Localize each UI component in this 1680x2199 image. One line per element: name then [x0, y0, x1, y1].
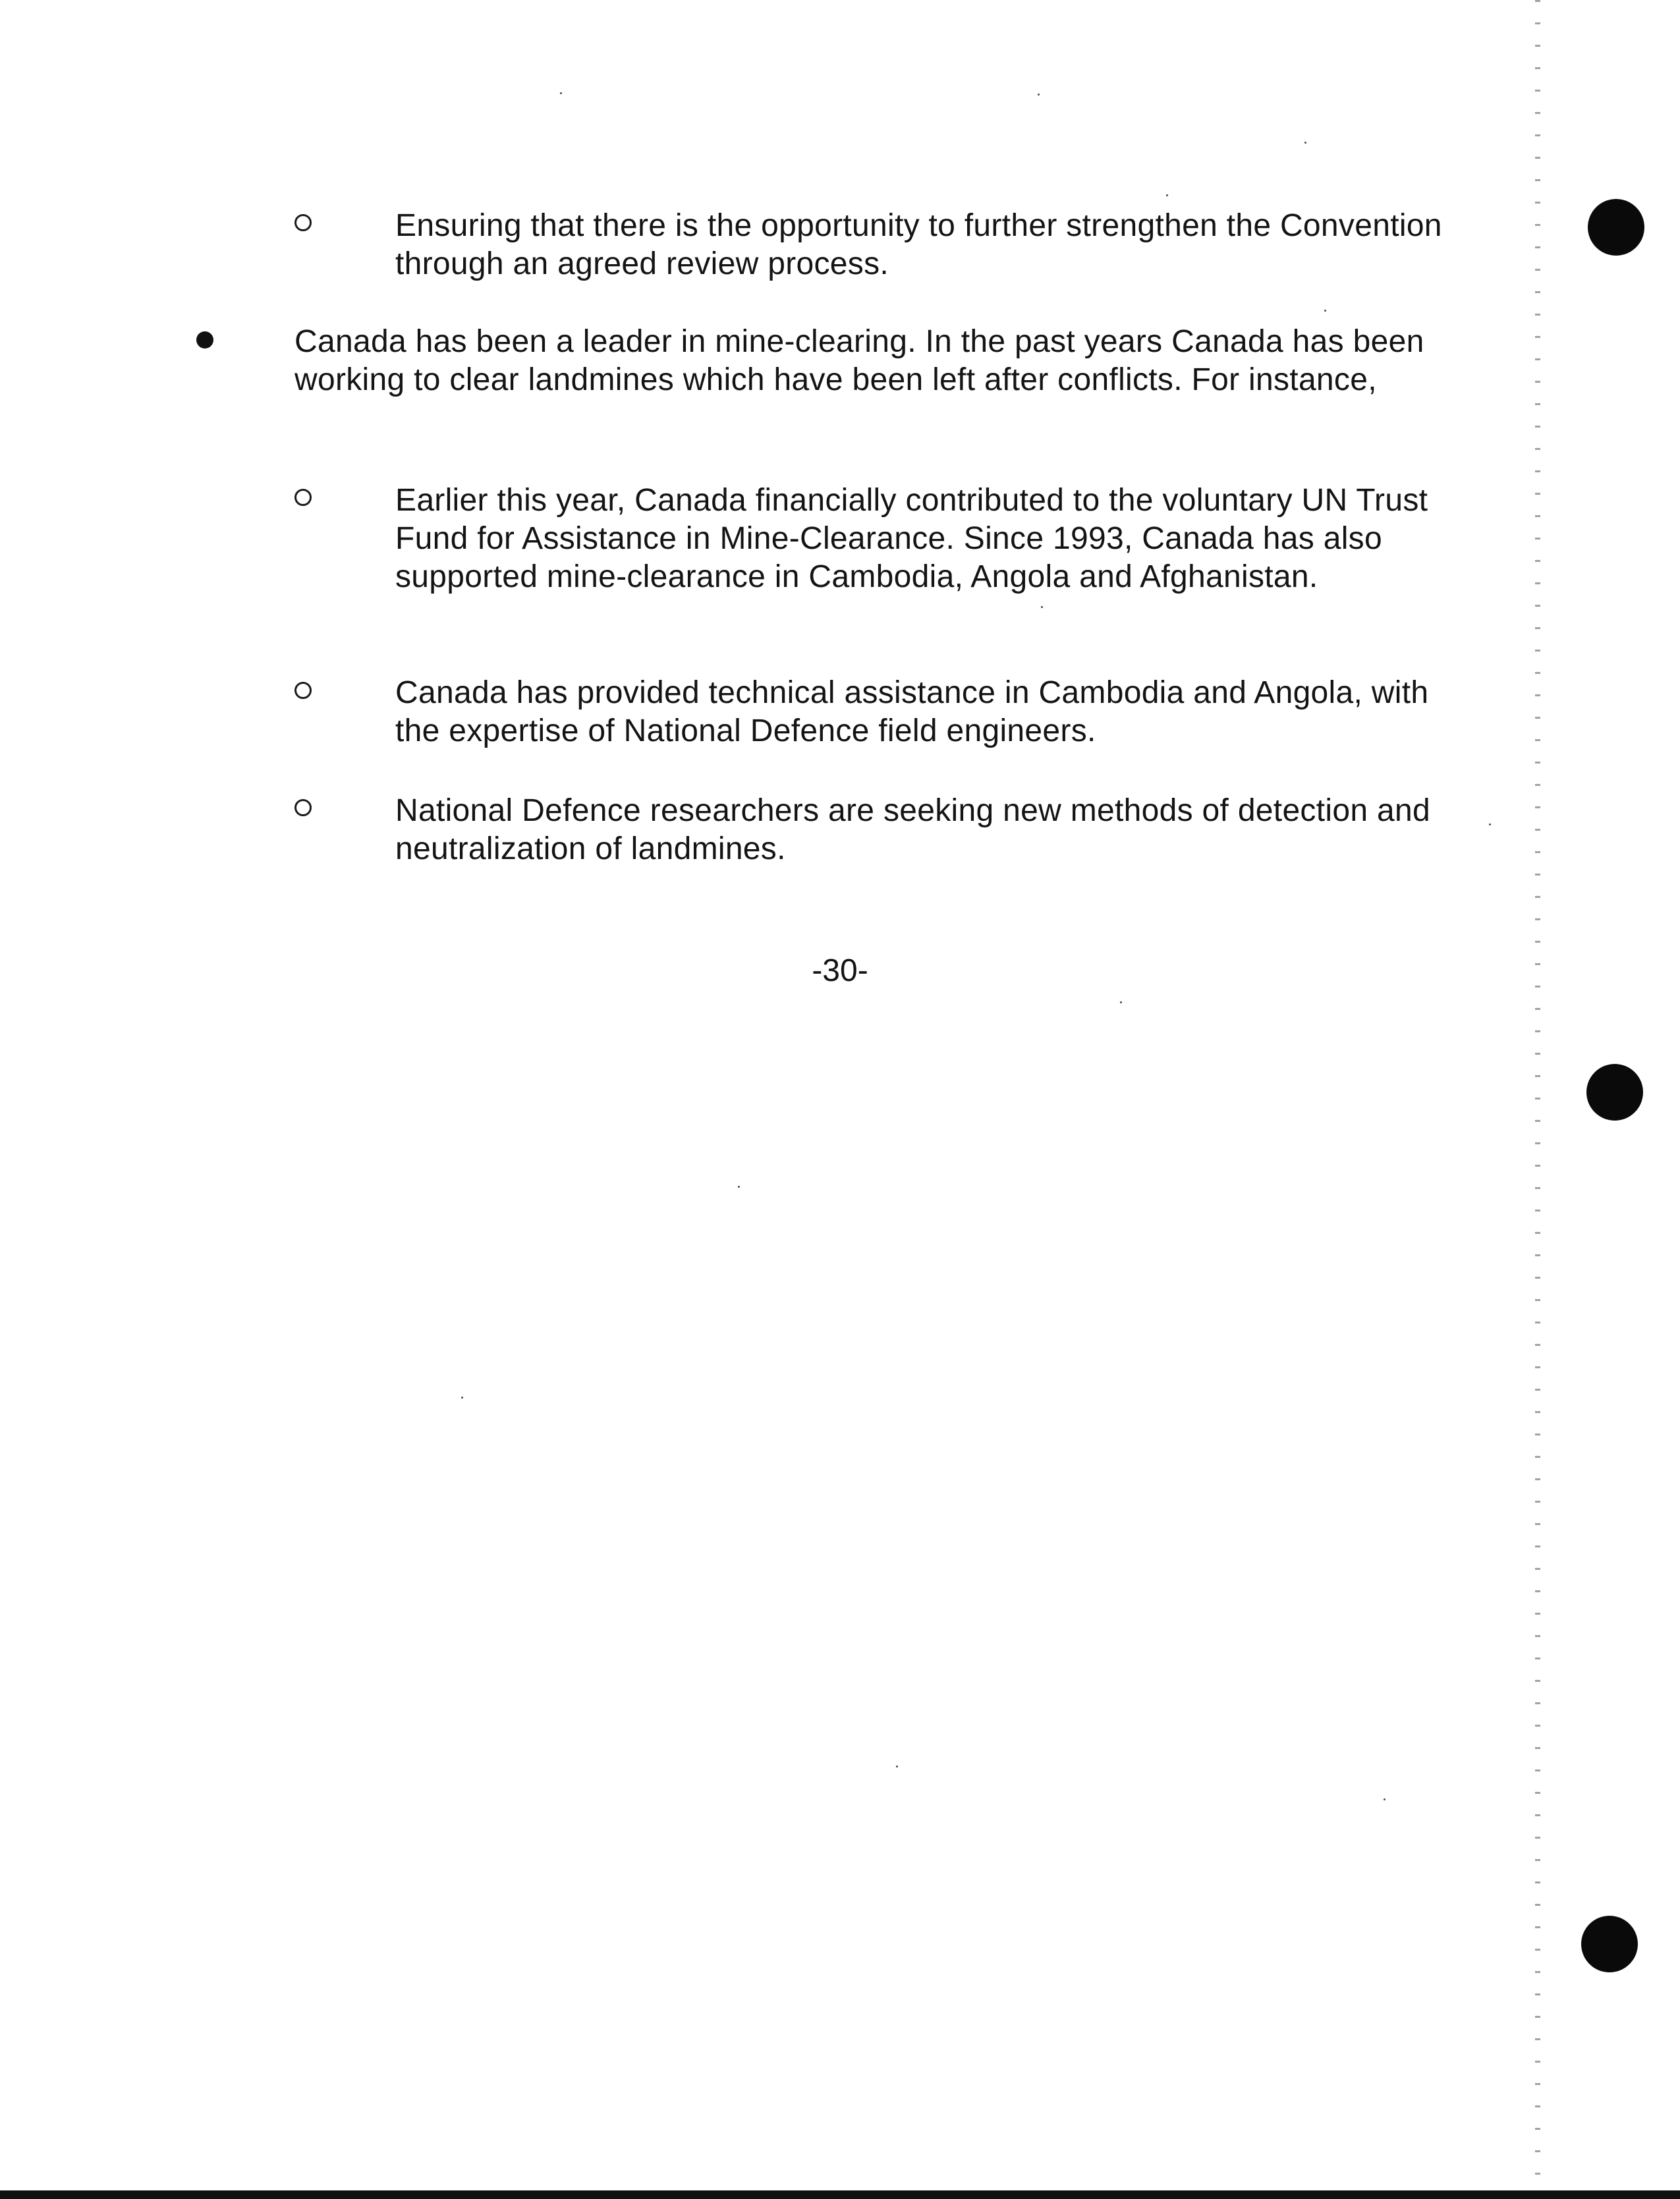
- hollow-bullet-icon: [294, 214, 312, 231]
- scan-speckle: [1489, 823, 1491, 825]
- hollow-bullet-icon: [294, 489, 312, 506]
- hollow-bullet-icon: [294, 799, 312, 816]
- scan-speckle: [1384, 1798, 1386, 1800]
- scan-speckle: [1041, 606, 1043, 608]
- scan-speckle: [1038, 94, 1040, 96]
- scan-speckle: [1120, 1001, 1122, 1003]
- sub-item-text: National Defence researchers are seeking new methods of detection and neutralization of landmines.: [395, 793, 1430, 866]
- punch-hole-mark: [1588, 199, 1644, 256]
- main-item-text: Canada has been a leader in mine-clearing. In the past years Canada has been working to clear landmines which have been left after conflicts. For instance,: [294, 324, 1424, 397]
- punch-hole-mark: [1586, 1064, 1643, 1121]
- sub-item-text: Ensuring that there is the opportunity to further strengthen the Convention through an agreed review process.: [395, 208, 1442, 281]
- scan-speckle: [738, 1186, 740, 1188]
- scan-speckle: [896, 1766, 898, 1768]
- binding-edge-artifact: [1535, 0, 1540, 2199]
- sub-item-text: Earlier this year, Canada financially contributed to the voluntary UN Trust Fund for Assistance in Mine-Clearance. Since 1993, Canada has also supported mine-clearance in Cambodia, Angola and Afghanistan.: [395, 483, 1428, 594]
- hollow-bullet-icon: [294, 682, 312, 699]
- sub-item-text: Canada has provided technical assistance in Cambodia and Angola, with the expertise of National Defence field engineers.: [395, 675, 1429, 748]
- scan-speckle: [560, 92, 562, 94]
- bottom-edge-artifact: [0, 2190, 1680, 2199]
- scan-speckle: [1304, 142, 1306, 144]
- page-number: -30-: [812, 953, 868, 988]
- punch-hole-mark: [1581, 1916, 1638, 1972]
- filled-bullet-icon: [196, 331, 213, 348]
- scan-speckle: [461, 1397, 463, 1399]
- scan-speckle: [1324, 310, 1326, 312]
- scan-speckle: [1166, 194, 1168, 196]
